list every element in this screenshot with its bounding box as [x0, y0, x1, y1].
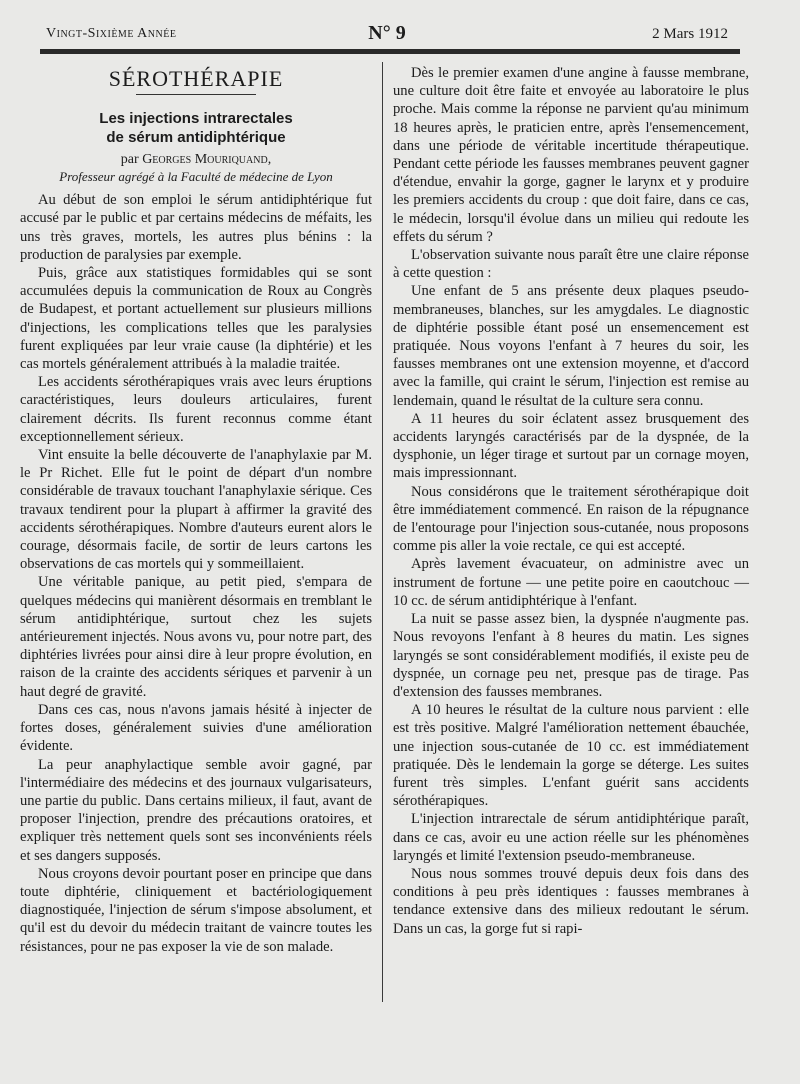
paragraph: A 11 heures du soir éclatent assez brusquement des accidents laryngés caractérisés par de la dyspnée, de la dysphonie, un léger tirage et surtout par un cornage moyen, mais impressionnant.: [393, 410, 749, 482]
volume-year: Vingt-Sixième Année: [46, 26, 177, 41]
article-title-line-2: de sérum antidiphtérique: [106, 129, 286, 147]
paragraph: Au début de son emploi le sérum antidiphtérique fut accusé par le public et par certains médecins de méfaits, les uns très graves, mortels, les autres plus bénins : la production de paralysies par exemple.: [20, 192, 372, 263]
paragraph: Une véritable panique, au petit pied, s'empara de quelques médecins qui manièrent désormais en tremblant le sérum antidiphtérique, surtout chez les sujets antérieurement injectés. Nous avons vu, pour notre part, des diphtéries livrées pour ainsi dire à leur propre évolution, en raison de la crainte des accidents sériques et parvenir à un haut degré de gravité.: [20, 574, 372, 700]
paragraph: Dans ces cas, nous n'avons jamais hésité à injecter de fortes doses, généralement suivies d'une amélioration évidente.: [20, 701, 372, 755]
issue-number: N° 9: [368, 22, 406, 44]
byline-prefix: par: [120, 152, 139, 168]
article-title-line-1: Les injections intrarectales: [99, 110, 293, 128]
paragraph: Nous nous sommes trouvé depuis deux fois dans des conditions à peu près identiques : fausses membranes à tendance extensive dans des milieux redoutant le sérum. Dans un cas, la gorge fut si rapi-: [393, 865, 749, 937]
paragraph: L'injection intrarectale de sérum antidiphtérique paraît, dans ce cas, avoir eu une action réelle sur les phénomènes laryngés et limité l'extension pseudo-membraneuse.: [393, 811, 749, 864]
column-divider: [382, 62, 383, 1002]
paragraph: A 10 heures le résultat de la culture nous parvient : elle est très positive. Malgré l'amélioration nettement ébauchée, une injection sous-cutanée de 10 cc. est immédiatement pratiquée. Dès le lendemain la gorge se déterge. Les suites furent très simples. L'enfant guérit sans accidents sérothérapiques.: [393, 702, 749, 810]
author-affiliation: Professeur agrégé à la Faculté de médecine de Lyon: [59, 169, 333, 185]
left-column: [20, 64, 372, 956]
paragraph: Une enfant de 5 ans présente deux plaques pseudo-membraneuses, blanches, sur les amygdales. Le diagnostic de diphtérie possible étant posé un ensemencement est pratiquée. Nous voyons l'enfant à 7 heures du soir, les fausses membranes ont une extension moyenne, et d'accord avec la famille, qui craint le sérum, l'injection est remise au lendemain, quand le résultat de la culture sera connu.: [393, 283, 749, 409]
paragraph: Vint ensuite la belle découverte de l'anaphylaxie par M. le Pr Richet. Elle fut le point de départ d'un nombre considérable de travaux touchant l'anaphylaxie sérique. Ces travaux tendirent pour la plupart à affirmer la gravité des accidents sérothérapiques. Nombre d'auteurs eurent alors le courage, désormais facile, de sortir de leurs cartons les observations de cas mortels qui y sommeillaient.: [20, 447, 372, 573]
byline: [20, 151, 372, 168]
header-rule: [40, 49, 740, 54]
running-head: [46, 22, 728, 46]
paragraph: Puis, grâce aux statistiques formidables qui se sont accumulées depuis la communication de Roux au Congrès de Budapest, et portant actuellement sur plusieurs millions d'injections, les complications telles que les paralysies furent expliquées par leur vraie cause (la diphtérie) et les cas mortels généralement attribués à la maladie traitée.: [20, 265, 372, 373]
paragraph: Les accidents sérothérapiques vrais avec leurs éruptions caractéristiques, leurs douleurs articulaires, furent clairement décrits. Ils furent reconnus comme étant exceptionnellement sérieux.: [20, 374, 372, 445]
issue-date: 2 Mars 1912: [652, 26, 728, 42]
author-name: Georges Mouriquand,: [142, 152, 272, 168]
paragraph: Après lavement évacuateur, on administre avec un instrument de fortune — une petite poire en caoutchouc — 10 cc. de sérum antidiphtérique à l'enfant.: [393, 556, 749, 609]
paragraph: Dès le premier examen d'une angine à fausse membrane, une culture doit être faite et envoyée au laboratoire le plus proche. Mais comme la réponse ne parvient qu'au minimum 18 heures après, le praticien entre, après l'ensemencement, dans une période de véritable incertitude thérapeutique. Pendant cette période les fausses membranes peuvent gagner d'étendue, envahir la gorge, gagner le larynx et y produire les premiers accidents du croup : que doit faire, dans ce cas, le médecin, lorsqu'il évolue dans un milieu qui redoute les effets du sérum ?: [393, 65, 749, 245]
paragraph: La nuit se passe assez bien, la dyspnée n'augmente pas. Nous revoyons l'enfant à 8 heures du matin. Les signes laryngés se sont considérablement modifiés, il existe peu de dyspnée, un cornage peu net, presque pas de tirage. Pas d'extension des fausses membranes.: [393, 611, 749, 700]
paragraph: Nous considérons que le traitement sérothérapique doit être immédiatement commencé. En raison de la répugnance de l'entourage pour l'injection sous-cutanée, nous proposons comme pis aller la voie rectale, ce qui est accepté.: [393, 483, 749, 555]
right-column: [393, 64, 749, 938]
section-title: SÉROTHÉRAPIE: [20, 70, 372, 95]
paragraph: La peur anaphylactique semble avoir gagné, par l'intermédiaire des médecins et des journaux vulgarisateurs, une partie du public. Dans certains milieux, il faut, avant de proposer l'injection, prendre des précautions oratoires, et expliquer très nettement quels sont ses inconvénients réels et ses dangers supposés.: [20, 756, 372, 864]
paragraph: Nous croyons devoir pourtant poser en principe que dans toute diphtérie, cliniquement et bactériologiquement diagnostiquée, l'injection de sérum s'impose absolument, et qu'il est du devoir du médecin traitant de vaincre toutes les résistances, pour ne pas exposer la vie de son malade.: [20, 865, 372, 955]
paragraph: L'observation suivante nous paraît être une claire réponse à cette question :: [393, 247, 749, 282]
article-title: [20, 109, 372, 147]
